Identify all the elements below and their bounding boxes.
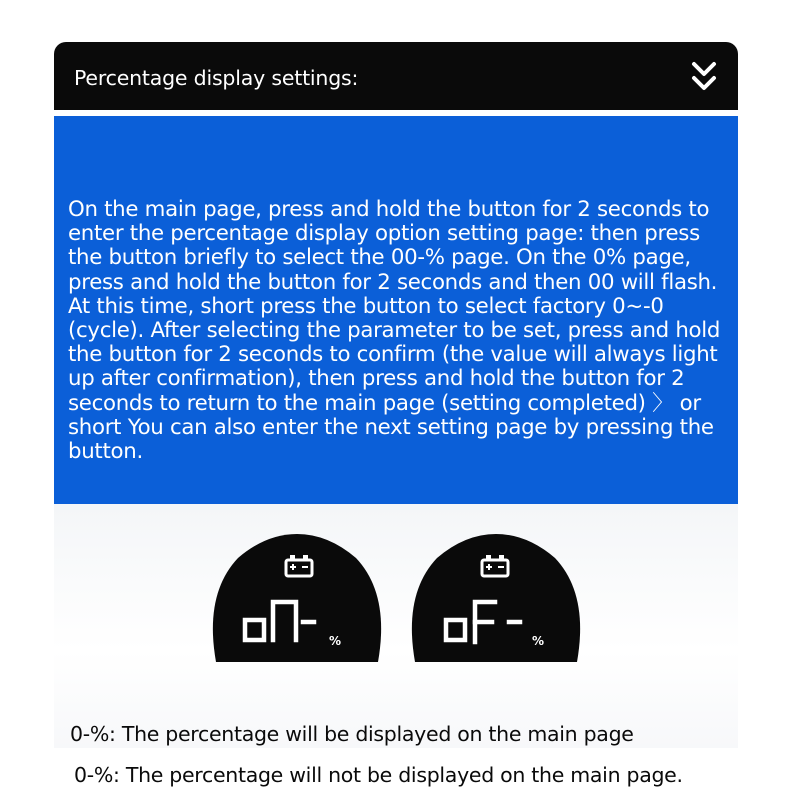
section-header[interactable] [54, 42, 738, 110]
section-title: Percentage display settings: [74, 66, 359, 90]
display-panel [213, 534, 381, 662]
caption-percentage-on: 0-%: The percentage will be displayed on the main page [70, 722, 634, 746]
display-percentage-off [407, 534, 585, 662]
percent-unit: % [329, 634, 342, 648]
display-percentage-on [208, 534, 386, 662]
display-illustration [54, 504, 738, 787]
percent-unit: % [532, 634, 545, 648]
double-chevron-down-icon[interactable] [690, 60, 718, 94]
instructions-text: On the main page, press and hold the button for 2 seconds to enter the percentage display option setting page: then press the button briefly to select the 00-% page. On the 0% page, press and hold the button for 2 seconds and then 00 will flash. At this time, short press the button to select factory 0~-0 (cycle). After selecting the parameter to be set, press and hold the button for 2 seconds to confirm (the value will always light up after confirmation), then press and hold the button for 2 seconds to return to the main page (setting completed) 〉 or short You can also enter the next setting page by pressing the button. [68, 197, 721, 465]
display-panel [412, 534, 580, 662]
instructions-panel [54, 116, 738, 504]
caption-percentage-off: 0-%: The percentage will not be displayed on the main page. [74, 763, 683, 787]
settings-card [54, 42, 738, 787]
